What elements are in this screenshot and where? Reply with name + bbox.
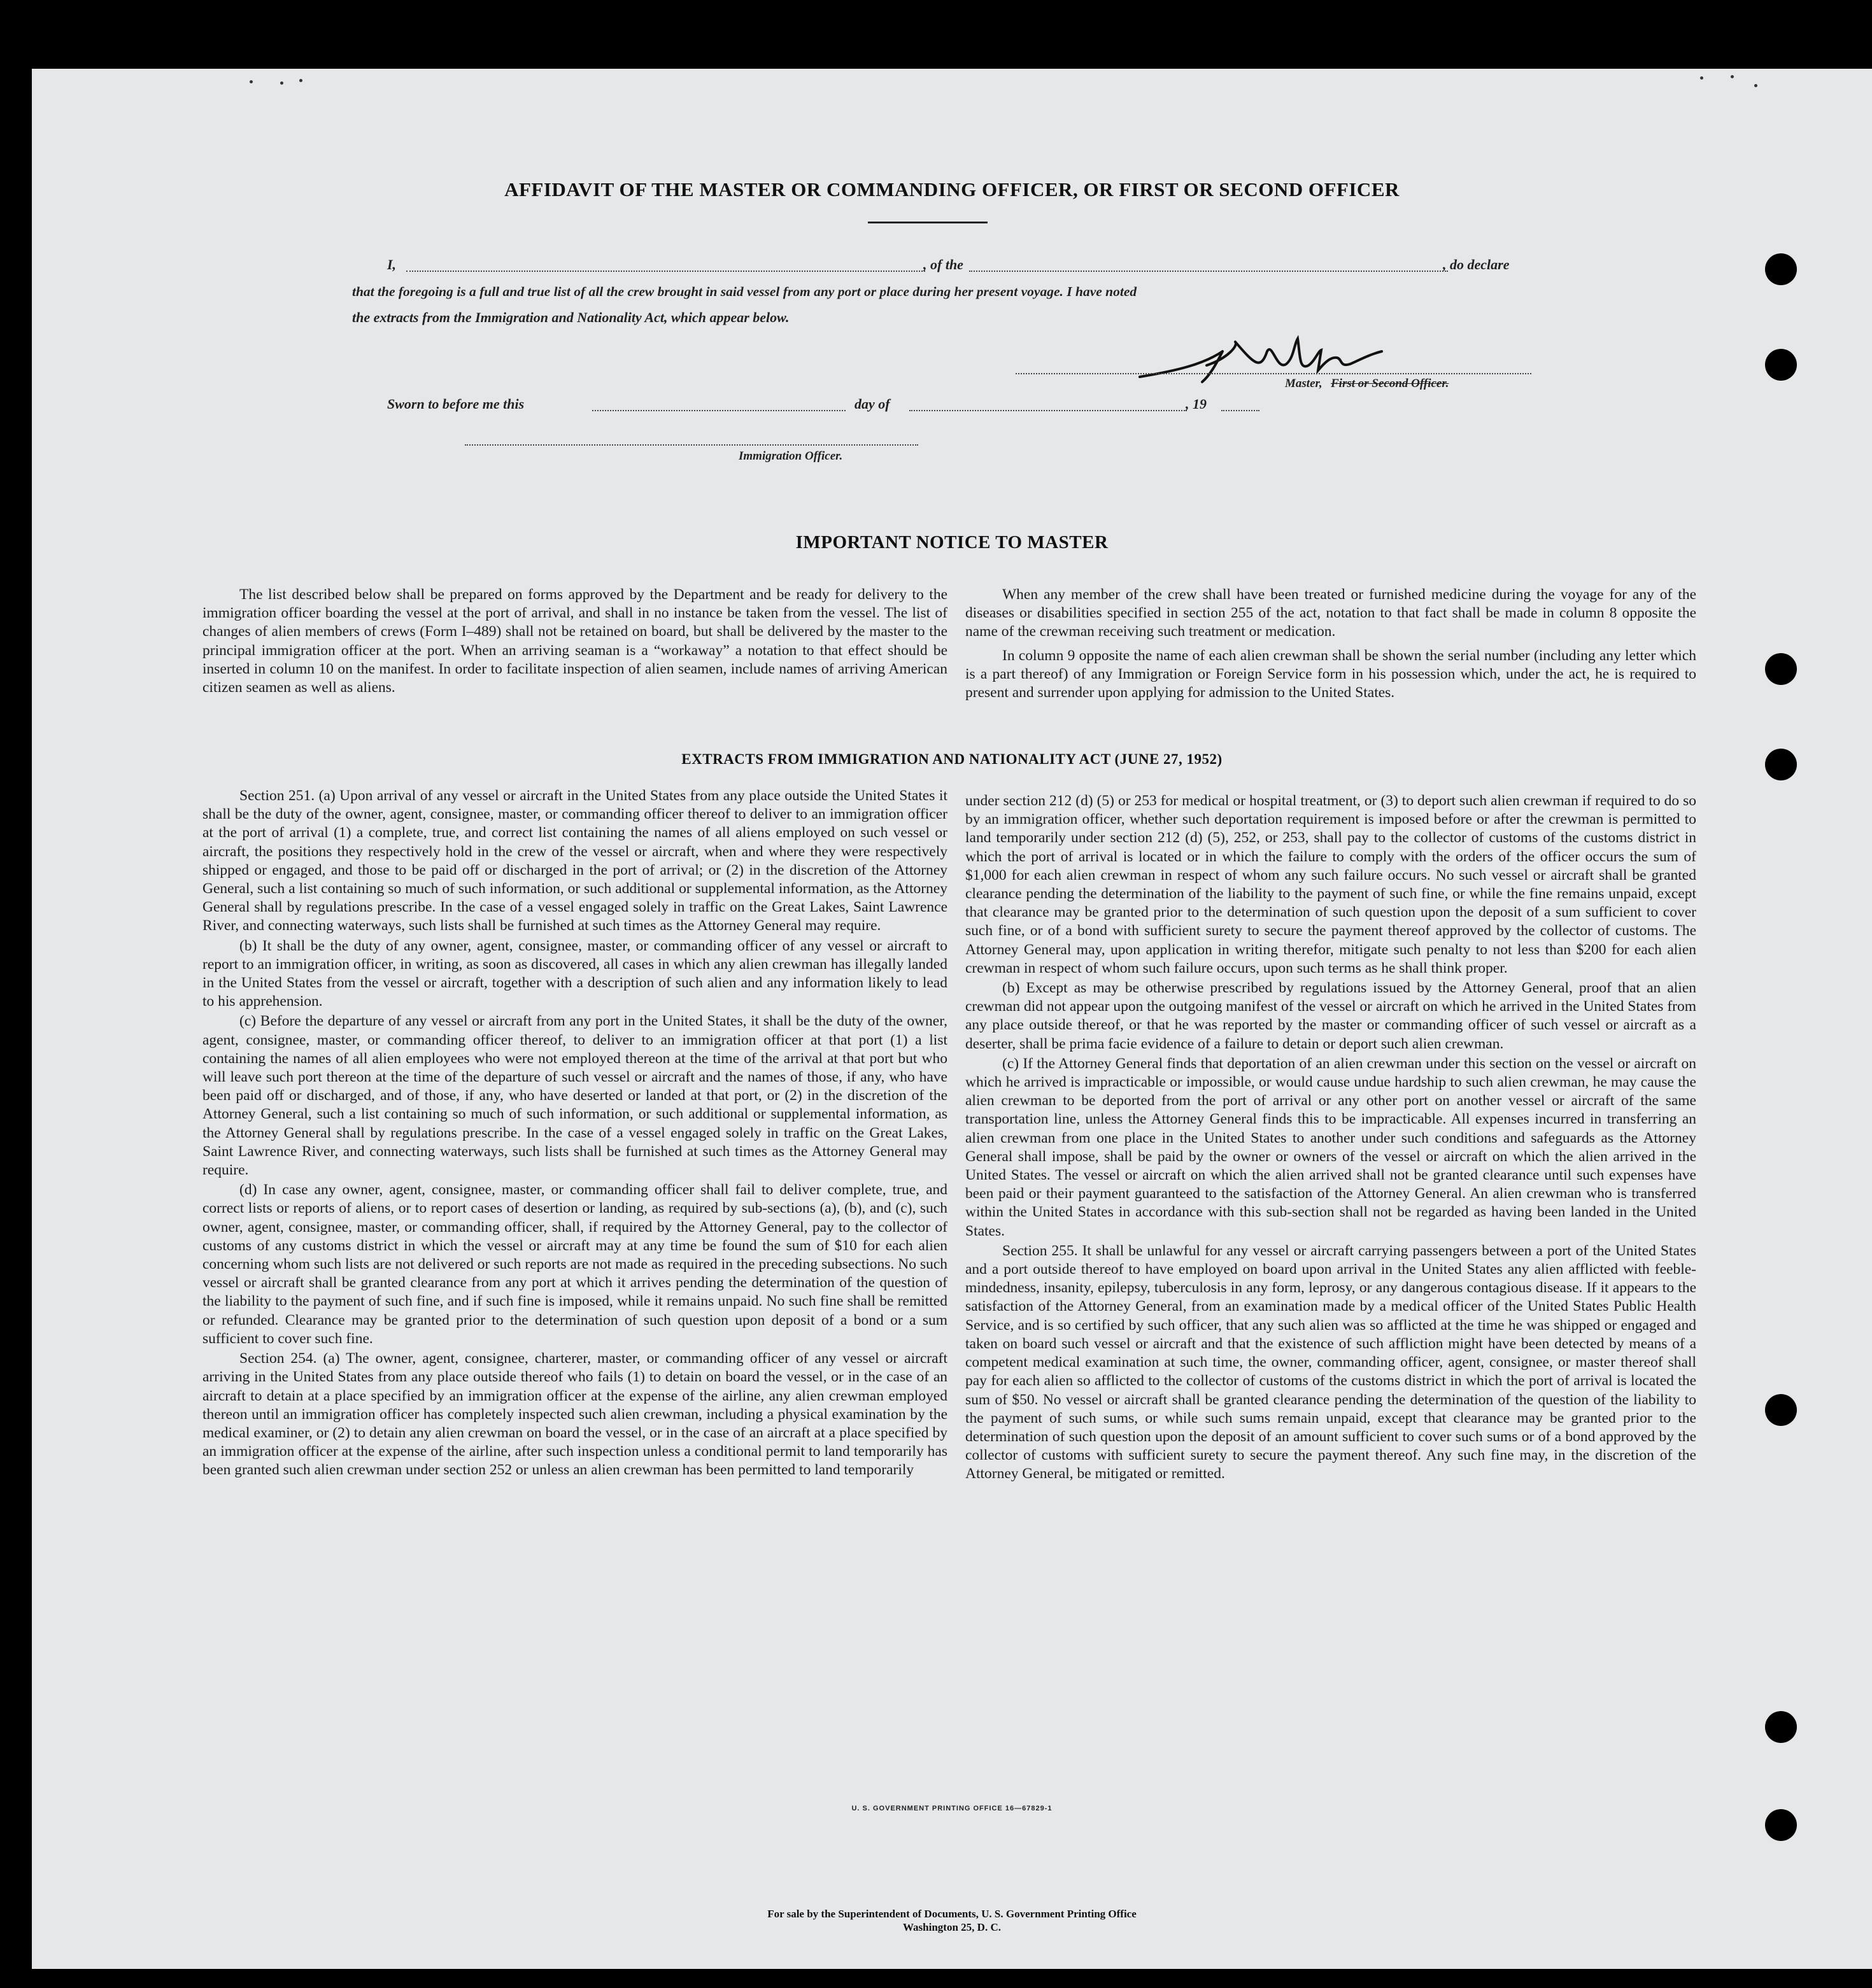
signature-caption-struck: First or Second Officer. bbox=[1331, 377, 1449, 390]
notice-right-column bbox=[965, 586, 1696, 702]
affidavit-title: AFFIDAVIT OF THE MASTER OR COMMANDING OFFICER, OR FIRST OR SECOND OFFICER bbox=[504, 178, 1400, 201]
punch-hole bbox=[1765, 349, 1797, 381]
printing-office-code: U. S. GOVERNMENT PRINTING OFFICE 16—67829-1 bbox=[851, 1805, 1053, 1812]
signature-caption-master: Master, bbox=[1285, 377, 1322, 390]
declarant-label: I, bbox=[387, 257, 397, 272]
notice-right-paragraph-2: In column 9 opposite the name of each alien crewman shall be shown the serial number (including any letter which is a part thereof) of any Immigration or Foreign Service form in his possession which, under the act, he is required to present and surrender upon applying for admission to the United States. bbox=[965, 647, 1696, 701]
declaration-line-3: the extracts from the Immigration and Nationality Act, which appear below. bbox=[352, 309, 790, 325]
speck bbox=[299, 79, 302, 82]
punch-hole bbox=[1765, 1394, 1797, 1426]
title-rule bbox=[868, 222, 988, 223]
section-251-b: (b) It shall be the duty of any owner, agent, consignee, master, or commanding officer of any vessel or aircraft to report to an immigration officer, in writing, as soon as discovered, all cases in which any alien crewman has illegally landed in the United States from the vessel or aircraft, together with a description of such alien and any information likely to lead to his apprehension. bbox=[202, 937, 947, 1010]
day-of-label: day of bbox=[854, 396, 890, 412]
punch-hole bbox=[1765, 1809, 1797, 1841]
sworn-text: Sworn to before me this bbox=[387, 396, 525, 412]
footer-sale-line: For sale by the Superintendent of Documents, U. S. Government Printing Office bbox=[767, 1908, 1137, 1920]
extracts-title: EXTRACTS FROM IMMIGRATION AND NATIONALITY ACT (JUNE 27, 1952) bbox=[681, 751, 1223, 767]
notice-title: IMPORTANT NOTICE TO MASTER bbox=[795, 532, 1109, 553]
sworn-month-field[interactable] bbox=[909, 410, 1187, 411]
sworn-year-field[interactable] bbox=[1221, 410, 1259, 411]
punch-hole bbox=[1765, 253, 1797, 285]
signature-line bbox=[1016, 373, 1531, 374]
speck bbox=[1754, 84, 1757, 87]
section-255: Section 255. It shall be unlawful for any vessel or aircraft carrying passengers between a port of the United States and a port outside thereof to have employed on board upon arrival in the United States any alien afflicted with feeble-mindedness, insanity, epilepsy, tuberculosis in any form, leprosy, or any dangerous contagious disease. If it appears to the satisfaction of the Attorney General, from an examination made by a medical officer of the United States Public Health Service, and is so certified by such officer, that any such alien was so afflicted at the time he was shipped or engaged and taken on board such vessel or aircraft and that the existence of such affliction might have been detected by means of a competent medical examination at such time, the owner, commanding officer, agent, consignee, or master thereof shall pay for each alien so afflicted to the collector of customs of the customs district in which the port of arrival is located the sum of $50. No vessel or aircraft shall be granted clearance pending the determination of the question of the liability to the payment of such sums, or while such sums remain unpaid, except that clearance may be granted prior to the determination of such question upon the deposit of an amount sufficient to cover such sums or of a bond approved by the collector of customs with sufficient surety to secure the payment thereof. Any such fine may, in the discretion of the Attorney General, be mitigated or remitted. bbox=[965, 1242, 1696, 1483]
speck bbox=[1731, 75, 1734, 78]
vessel-name-field[interactable] bbox=[969, 271, 1448, 272]
notice-left-column bbox=[202, 586, 947, 697]
extracts-right-column bbox=[965, 792, 1696, 1484]
document-page bbox=[32, 69, 1872, 1969]
sworn-day-field[interactable] bbox=[592, 410, 846, 411]
punch-hole bbox=[1765, 1711, 1797, 1743]
do-declare-text: , do declare bbox=[1443, 257, 1510, 272]
section-254-c: (c) If the Attorney General finds that deportation of an alien crewman under this section on the vessel or aircraft on which he arrived is impracticable or impossible, or would cause undue hardship to such alien crewman, he may cause the alien crewman to be deported from the port of arrival or any other port on another vessel or aircraft of the same transportation line, unless the Attorney General finds this to be impracticable. All expenses incurred in transferring an alien crewman from one place in the United States to another under such conditions and safeguards as the Attorney General shall impose, shall be paid by the owner or owners of the vessel or aircraft on which the alien arrived in the United States. The vessel or aircraft on which the alien arrived shall not be granted clearance until such expenses have been paid or their payment guaranteed to the satisfaction of the Attorney General. An alien crewman who is transferred within the United States in accordance with this sub-section shall not be regarded as having been landed in the United States. bbox=[965, 1055, 1696, 1239]
notice-right-paragraph-1: When any member of the crew shall have been treated or furnished medicine during the voyage for any of the diseases or disabilities specified in section 255 of the act, notation to that fact shall be made in column 8 opposite the name of the crewman receiving such treatment or medication. bbox=[965, 586, 1696, 640]
extracts-left-column bbox=[202, 787, 947, 1480]
section-251-a: Section 251. (a) Upon arrival of any vessel or aircraft in the United States from any place outside the United States it shall be the duty of the owner, agent, consignee, master, or commanding officer thereof to deliver to an immigration officer at the port of arrival (1) a complete, true, and correct list containing the names of all aliens employed on such vessel or aircraft, the positions they respectively hold in the crew of the vessel or aircraft, when and where they were respectively shipped or engaged, and those to be paid off or discharged in the port of arrival; or (2) in the discretion of the Attorney General, such a list containing so much of such information, or such additional or supplemental information, as the Attorney General shall by regulations prescribe. In the case of a vessel engaged solely in traffic on the Great Lakes, Saint Lawrence River, and connecting waterways, such lists shall be furnished at such times as the Attorney General may require. bbox=[202, 787, 947, 934]
section-254-a-continued: under section 212 (d) (5) or 253 for medical or hospital treatment, or (3) to deport such alien crewman if required to do so by an immigration officer, whether such deportation requirement is imposed before or after the crewman is permitted to land temporarily under section 212 (d) (5), 252, or 253, shall pay to the collector of customs of the customs district in which the port of arrival is located or in which the failure to comply with the orders of the officer occurs the sum of $1,000 for each alien crewman in respect of whom any such failure occurs. No such vessel or aircraft shall be granted clearance pending the determination of the liability to the payment of such fine, or while the fine remains unpaid, except that clearance may be granted prior to the determination of such question upon the deposit of a sum sufficient to cover such fine, or of a bond with sufficient surety to secure the payment thereof approved by the collector of customs. The Attorney General may, upon application in writing therefor, mitigate such penalty to not less than $200 for each alien crewman in respect of whom such failure occurs, upon such terms as he shall think proper. bbox=[965, 793, 1696, 976]
punch-hole bbox=[1765, 653, 1797, 685]
notice-left-paragraph: The list described below shall be prepared on forms approved by the Department and be ready for delivery to the immigration officer boarding the vessel at the port of arrival, and shall in no instance be taken from the vessel. The list of changes of alien members of crews (Form I–489) shall not be retained on board, but shall be delivered by the master to the principal immigration officer at the port. When an arriving seaman is a “workaway” a notation to that effect should be inserted in column 10 on the manifest. In order to facilitate inspection of alien seamen, include names of arriving American citizen seamen as well as aliens. bbox=[202, 586, 947, 696]
declarant-name-field[interactable] bbox=[406, 271, 925, 272]
speck bbox=[1700, 76, 1703, 80]
section-251-c: (c) Before the departure of any vessel or aircraft from any port in the United States, it shall be the duty of the owner, agent, consignee, master, or commanding officer thereof, to deliver to an immigration officer at that port (1) a list containing the names of all alien employees who were not employed thereon at the time of the arrival at that port but who will leave such port thereon at the time of the departure of such vessel or aircraft and the names of those, if any, who have been paid off or discharged, and of those, if any, who have deserted or landed at that port, or (2) in the discretion of the Attorney General, such a list containing so much of such information, or such additional or supplemental information, as the Attorney General shall by regulations prescribe. In the case of a vessel engaged solely in traffic on the Great Lakes, Saint Lawrence River, and connecting waterways, such lists shall be furnished at such times as the Attorney General may require. bbox=[202, 1013, 947, 1179]
speck bbox=[280, 81, 283, 85]
immigration-officer-caption: Immigration Officer. bbox=[739, 449, 843, 463]
declaration-line-2: that the foregoing is a full and true list of all the crew brought in said vessel from any port or place during her present voyage. I have noted bbox=[352, 284, 1137, 299]
section-251-d: (d) In case any owner, agent, consignee, master, or commanding officer shall fail to deliver complete, true, and correct lists or reports of aliens, or to report cases of desertion or landing, as required by sub-sections (a), (b), and (c), such owner, agent, consignee, master, or commanding officer, shall, if required by the Attorney General, pay to the collector of customs of any customs district in which the vessel or aircraft may at any time be found the sum of $10 for each alien concerning whom such lists are not delivered or such reports are not made as required in the preceding subsections. No such vessel or aircraft shall be granted clearance from any port at which it arrives pending the determination of the question of the liability to the payment of such fine, and if such fine is imposed, while it remains unpaid. No such fine shall be remitted or refunded. Clearance may be granted prior to the determination of such question upon deposit of a bond or a sum sufficient to cover such fine. bbox=[202, 1181, 947, 1347]
year-prefix: , 19 bbox=[1186, 396, 1207, 412]
footer-address-line: Washington 25, D. C. bbox=[903, 1921, 1001, 1933]
section-254-a: Section 254. (a) The owner, agent, consignee, charterer, master, or commanding officer of any vessel or aircraft arriving in the United States from any place outside thereof who fails (1) to detain on board the vessel, or in the case of an aircraft to detain at a place specified by an immigration officer at the expense of the airline, any alien crewman employed thereon until an immigration officer has completely inspected such alien crewman, including a physical examination by the medical examiner, or (2) to detain any alien crewman on board the vessel, or in the case of an aircraft at a place specified by an immigration officer at the expense of the airline, after such inspection unless a conditional permit to land temporarily has been granted such alien crewman under section 252 or unless an alien crewman has been permitted to land temporarily bbox=[202, 1350, 947, 1479]
speck bbox=[250, 80, 253, 83]
section-254-b: (b) Except as may be otherwise prescribed by regulations issued by the Attorney General, proof that an alien crewman did not appear upon the outgoing manifest of the vessel or aircraft on which he arrived in the United States from any place outside thereof, or that he was reported by the master or commanding officer of such vessel or aircraft as a deserter, shall be prima facie evidence of a failure to detain or deport such alien crewman. bbox=[965, 980, 1696, 1052]
vessel-label: , of the bbox=[923, 257, 963, 272]
immigration-officer-line[interactable] bbox=[465, 444, 918, 446]
